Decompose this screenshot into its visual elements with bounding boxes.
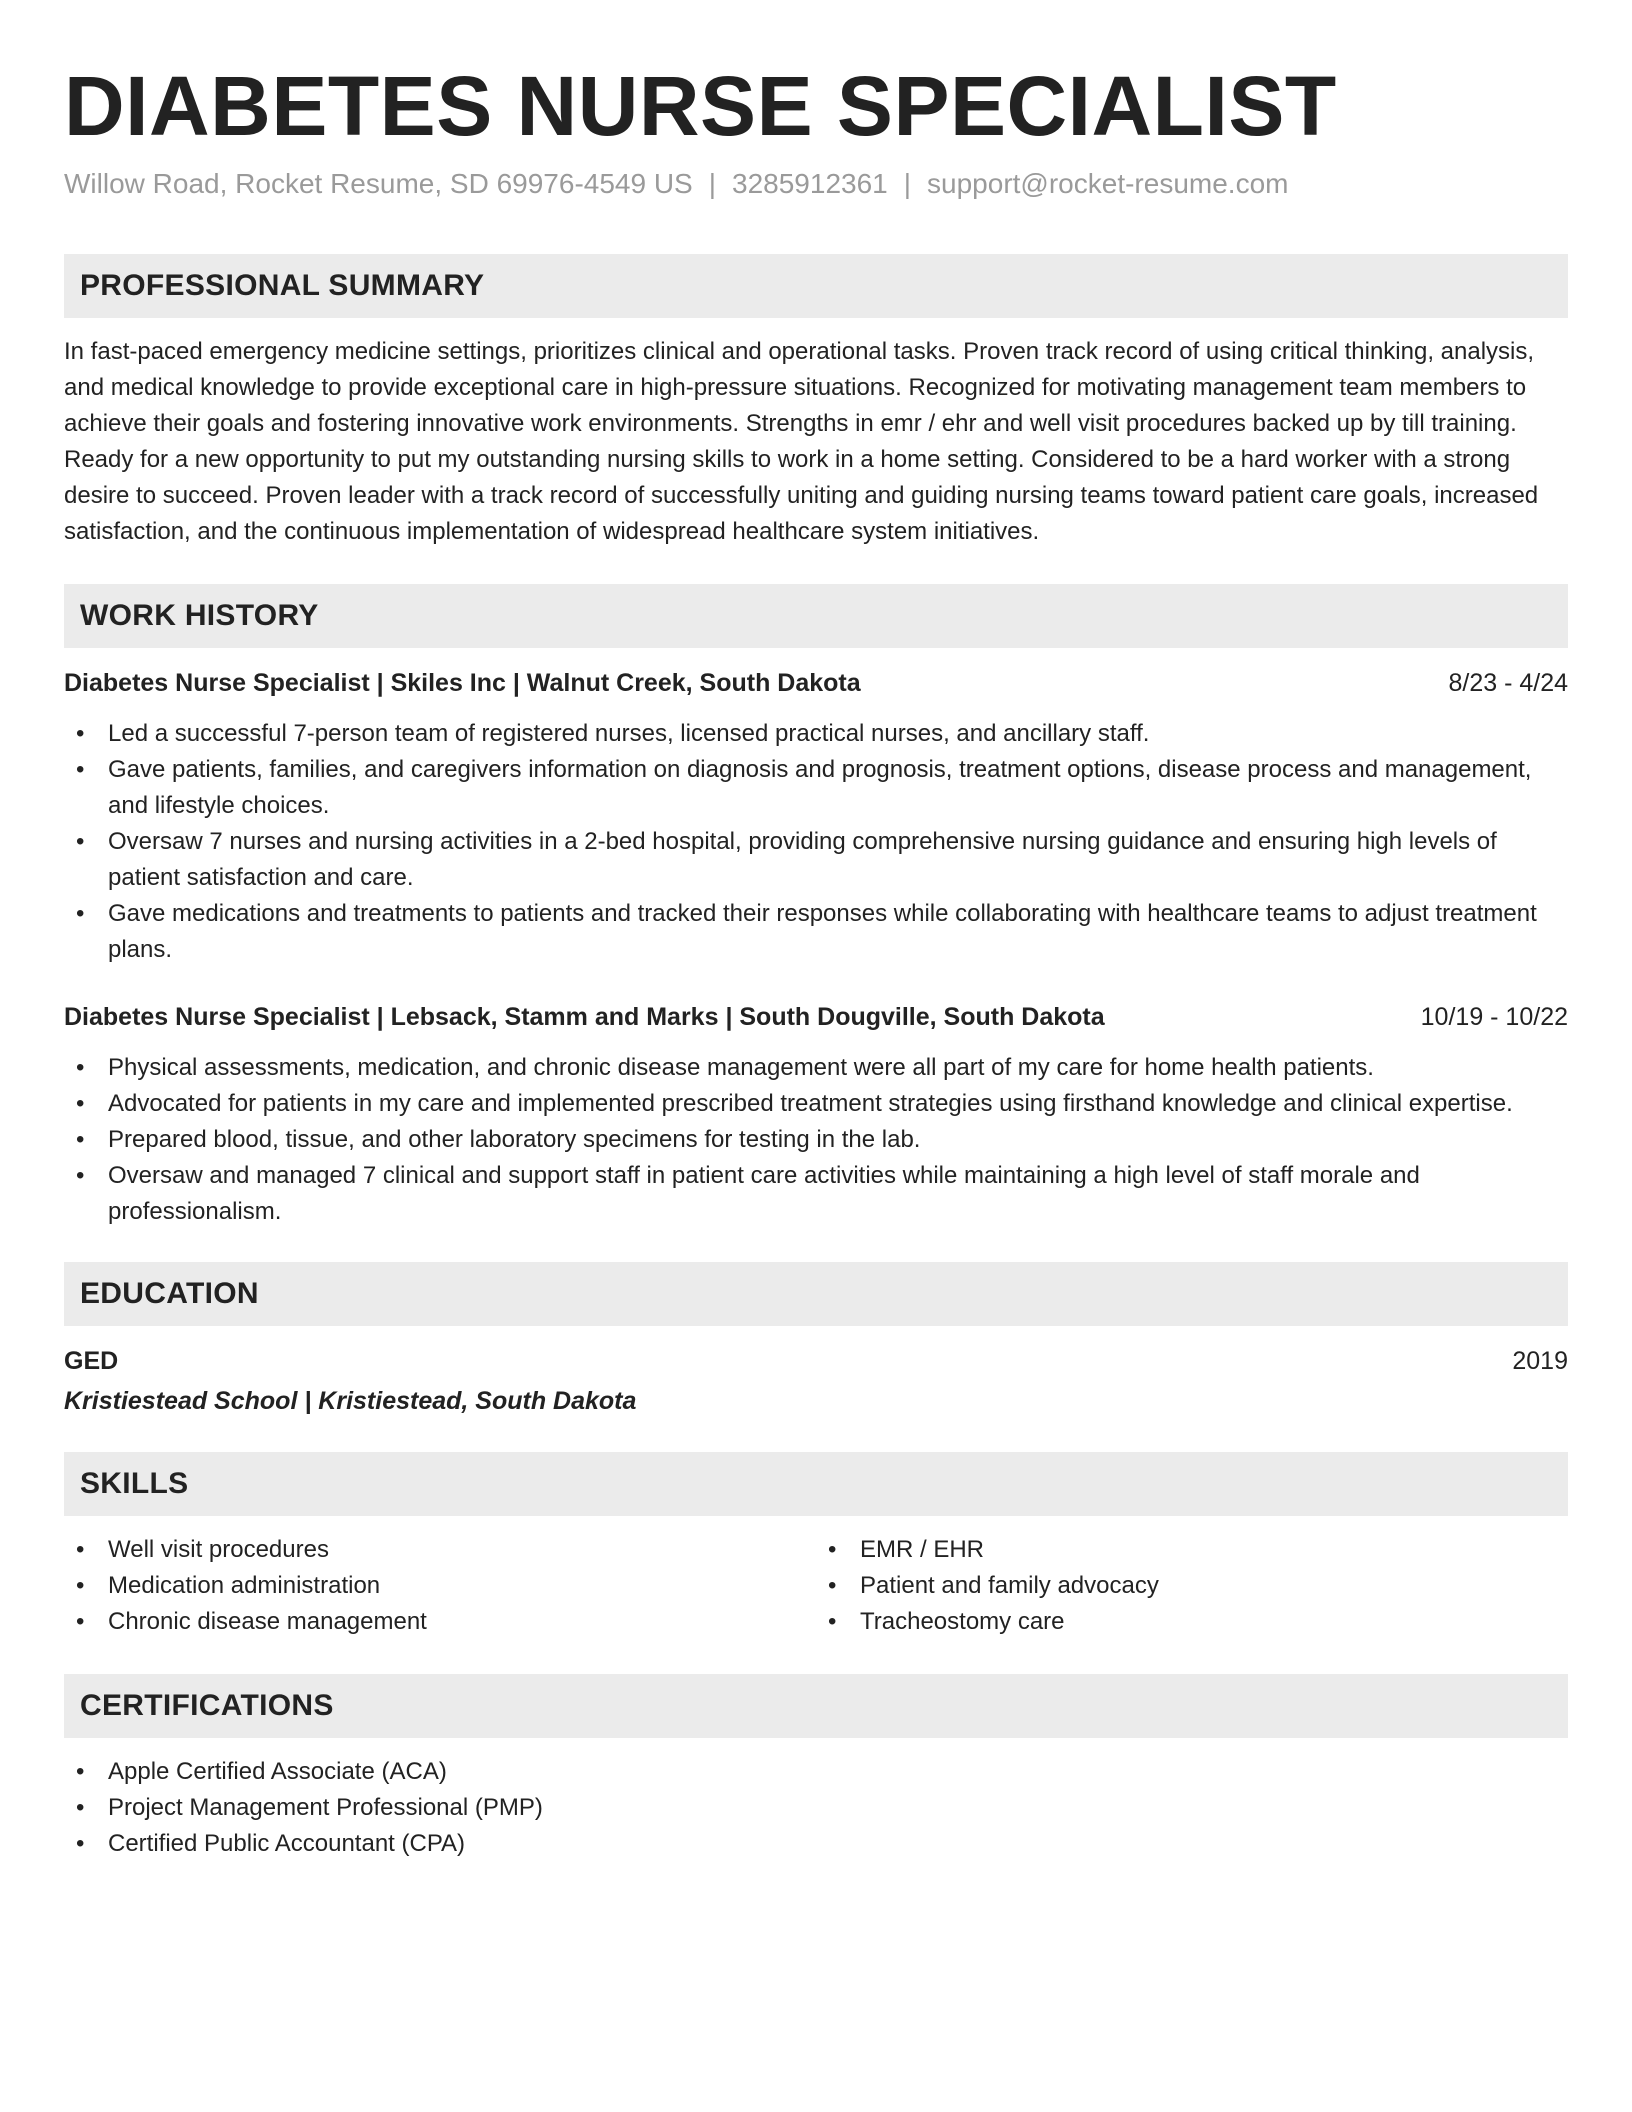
job-bullet: • Oversaw and managed 7 clinical and support staff in patient care activities while maintaining a high level of staff morale and professionalism. xyxy=(64,1158,1568,1230)
section-title-skills: SKILLS xyxy=(80,1467,189,1500)
skills-columns xyxy=(64,1532,1568,1640)
job-bullet: • Led a successful 7-person team of registered nurses, licensed practical nurses, and ancillary staff. xyxy=(64,716,1568,752)
education-section xyxy=(64,1262,1568,1418)
education-school: Kristiestead School | Kristiestead, South Dakota xyxy=(64,1387,637,1415)
contact-separator: | xyxy=(903,168,912,199)
certification-item: • Apple Certified Associate (ACA) xyxy=(64,1754,1568,1790)
certification-list xyxy=(64,1754,1568,1862)
job-bullet: • Advocated for patients in my care and implemented prescribed treatment strategies using firsthand knowledge and clinical expertise. xyxy=(64,1086,1568,1122)
work-history-section xyxy=(64,584,1568,1230)
job-heading: Diabetes Nurse Specialist | Skiles Inc | Walnut Creek, South Dakota xyxy=(64,669,861,697)
job-bullet-list xyxy=(64,716,1568,968)
education-degree: GED xyxy=(64,1347,119,1375)
skill-item: • Chronic disease management xyxy=(64,1604,816,1640)
contact-phone: 3285912361 xyxy=(732,168,888,199)
job-bullet: • Gave patients, families, and caregivers information on diagnosis and prognosis, treatment options, disease process and management, and lifestyle choices. xyxy=(64,752,1568,824)
section-header xyxy=(64,1262,1568,1326)
section-header xyxy=(64,254,1568,318)
skill-item: • EMR / EHR xyxy=(816,1532,1568,1568)
contact-email: support@rocket-resume.com xyxy=(927,168,1289,199)
skills-section xyxy=(64,1452,1568,1640)
job-bullet-list xyxy=(64,1050,1568,1230)
certification-item: • Certified Public Accountant (CPA) xyxy=(64,1826,1568,1862)
job-bullet: • Prepared blood, tissue, and other laboratory specimens for testing in the lab. xyxy=(64,1122,1568,1158)
job-entry xyxy=(64,1000,1568,1230)
education-entry xyxy=(64,1344,1568,1418)
contact-separator: | xyxy=(708,168,717,199)
job-entry xyxy=(64,666,1568,968)
contact-line xyxy=(64,166,1568,202)
job-bullet: • Oversaw 7 nurses and nursing activities in a 2-bed hospital, providing comprehensive nursing guidance and ensuring high levels of patient satisfaction and care. xyxy=(64,824,1568,896)
skill-item: • Patient and family advocacy xyxy=(816,1568,1568,1604)
summary-section xyxy=(64,254,1568,550)
job-dates: 8/23 - 4/24 xyxy=(1448,669,1568,697)
resume-header xyxy=(64,58,1568,202)
skills-right-column xyxy=(816,1532,1568,1640)
summary-text: In fast-paced emergency medicine settings, prioritizes clinical and operational tasks. Proven track record of using critical thinking, analysis, and medical knowledge to provide exceptional care in high-pressure situations. Recognized for motivating management team members to achieve their goals and fostering innovative work environments. Strengths in emr / ehr and well visit procedures backed up by till training. Ready for a new opportunity to put my outstanding nursing skills to work in a home setting. Considered to be a hard worker with a strong desire to succeed. Proven leader with a track record of successfully uniting and guiding nursing teams toward patient care goals, increased satisfaction, and the continuous implementation of widespread healthcare system initiatives. xyxy=(64,338,1539,545)
section-title-summary: PROFESSIONAL SUMMARY xyxy=(80,269,485,302)
section-header xyxy=(64,1674,1568,1738)
education-year: 2019 xyxy=(1512,1347,1568,1375)
skill-item: • Medication administration xyxy=(64,1568,816,1604)
certifications-section xyxy=(64,1674,1568,1862)
section-title-work: WORK HISTORY xyxy=(80,599,319,632)
skill-item: • Well visit procedures xyxy=(64,1532,816,1568)
job-heading: Diabetes Nurse Specialist | Lebsack, Stamm and Marks | South Dougville, South Dakota xyxy=(64,1003,1105,1031)
candidate-name: DIABETES NURSE SPECIALIST xyxy=(64,59,1337,153)
job-header xyxy=(64,1000,1568,1034)
job-bullet: • Physical assessments, medication, and chronic disease management were all part of my care for home health patients. xyxy=(64,1050,1568,1086)
certification-item: • Project Management Professional (PMP) xyxy=(64,1790,1568,1826)
job-bullet: • Gave medications and treatments to patients and tracked their responses while collaborating with healthcare teams to adjust treatment plans. xyxy=(64,896,1568,968)
education-header xyxy=(64,1344,1568,1378)
skills-left-column xyxy=(64,1532,816,1640)
section-title-education: EDUCATION xyxy=(80,1277,259,1310)
contact-address: Willow Road, Rocket Resume, SD 69976-4549 US xyxy=(64,168,693,199)
job-header xyxy=(64,666,1568,700)
section-header xyxy=(64,584,1568,648)
section-title-certifications: CERTIFICATIONS xyxy=(80,1689,334,1722)
section-header xyxy=(64,1452,1568,1516)
job-dates: 10/19 - 10/22 xyxy=(1420,1003,1568,1031)
skill-item: • Tracheostomy care xyxy=(816,1604,1568,1640)
